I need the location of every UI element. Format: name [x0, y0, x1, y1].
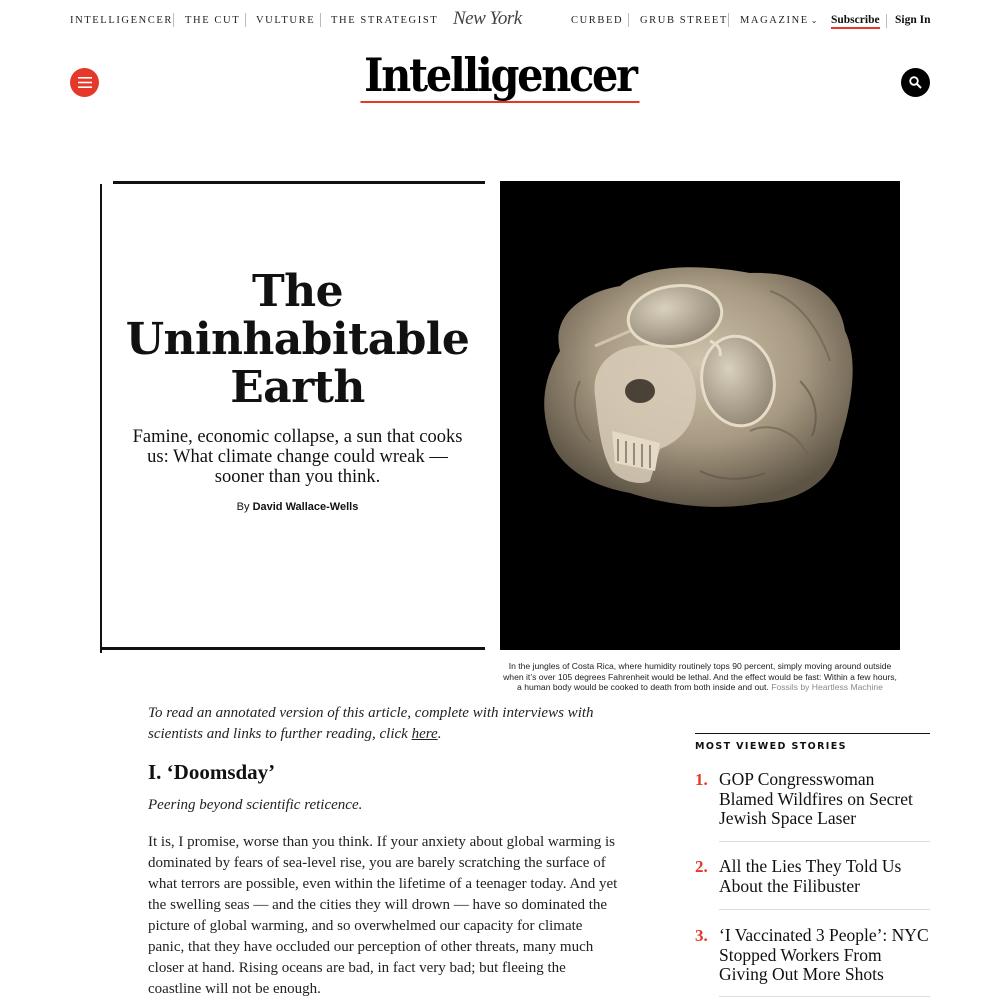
list-divider — [719, 909, 930, 910]
story-link[interactable]: ‘I Vaccinated 3 People’: NYC Stopped Workers From Giving Out More Shots — [719, 925, 929, 984]
list-divider — [719, 841, 930, 842]
note-end: . — [437, 726, 442, 742]
title-line: Uninhabitable — [125, 314, 470, 365]
note-text: To read an annotated version of this article, complete with interviews with scientists and links to further reading, click — [148, 705, 594, 742]
list-divider — [719, 996, 930, 997]
nav-divider — [628, 13, 629, 27]
hero-text-frame — [100, 181, 485, 650]
chevron-down-icon: ⌄ — [810, 16, 818, 25]
title-line: The — [252, 266, 343, 317]
caption-text: In the jungles of Costa Rica, where humidity routinely tops 90 percent, simply moving around outside when it’s over 105 degrees Fahrenheit would be lethal. And the effect would be fast: Within a few hours, a human body would be cooked to death from both inside and out. — [503, 661, 897, 692]
nav-link-grub-street[interactable]: GRUB STREET — [640, 15, 728, 26]
annotated-version-link[interactable]: here — [411, 726, 438, 742]
nav-divider — [886, 14, 887, 28]
annotated-version-note — [148, 703, 618, 745]
title-line: Earth — [230, 362, 365, 413]
nav-divider — [245, 13, 246, 27]
subscribe-link[interactable]: Subscribe — [831, 14, 880, 29]
search-icon — [909, 76, 922, 89]
sign-in-link[interactable]: Sign In — [895, 14, 931, 26]
section-heading: I. ‘Doomsday’ — [148, 760, 276, 784]
new-york-logo[interactable]: New York — [453, 8, 522, 29]
nav-link-curbed[interactable]: CURBED — [571, 15, 624, 26]
nav-link-the-cut[interactable]: THE CUT — [185, 15, 241, 26]
nav-link-magazine[interactable] — [740, 15, 818, 26]
section-dek: Peering beyond scientific reticence. — [148, 797, 363, 813]
story-rank: 2. — [695, 857, 708, 876]
nav-link-intelligencer[interactable]: INTELLIGENCER — [70, 15, 174, 26]
most-viewed-title: MOST VIEWED STORIES — [695, 741, 847, 752]
article-dek: Famine, economic collapse, a sun that cooks us: What climate change could wreak — sooner than you think. — [132, 427, 463, 487]
nav-link-vulture[interactable]: VULTURE — [256, 15, 316, 26]
brand-header — [0, 50, 1000, 103]
story-link[interactable]: All the Lies They Told Us About the Filibuster — [719, 856, 902, 896]
nav-divider — [728, 13, 729, 27]
frame-border — [100, 181, 102, 653]
article-title — [110, 268, 485, 412]
nav-link-the-strategist[interactable]: THE STRATEGIST — [331, 15, 439, 26]
article-body-paragraph: It is, I promise, worse than you think. If your anxiety about global warming is dominated by fears of sea-level rise, you are barely scratching the surface of what terrors are possible, even within the lifetime of a teenager today. And yet the swelling seas — and the cities they will drown — have so dominated the picture of global warming, and so overwhelmed our capacity for climate panic, that they have occluded our perception of other threats, many much closer at hand. Rising oceans are bad, in fact very bad; but fleeing the coastline will not be enough. — [148, 834, 618, 997]
image-credit: Fossils by Heartless Machine — [771, 682, 883, 692]
image-caption — [500, 661, 900, 693]
hero-image — [500, 181, 900, 650]
fossil-skull-illustration — [500, 181, 900, 650]
author-link[interactable]: David Wallace-Wells — [252, 501, 359, 513]
frame-gap — [100, 181, 113, 184]
top-nav — [0, 0, 1000, 42]
nav-divider — [173, 13, 174, 27]
story-rank: 3. — [695, 926, 708, 945]
nav-link-magazine-label: MAGAZINE — [740, 15, 809, 26]
intelligencer-logo[interactable]: Intelligencer — [361, 50, 640, 103]
byline-prefix: By — [236, 501, 250, 513]
search-button[interactable] — [901, 68, 930, 97]
story-link[interactable]: GOP Congresswoman Blamed Wildfires on Secret Jewish Space Laser — [719, 769, 913, 828]
story-rank: 1. — [695, 770, 708, 789]
sidebar-rule — [695, 733, 930, 734]
nav-divider — [320, 13, 321, 27]
byline — [110, 501, 485, 513]
